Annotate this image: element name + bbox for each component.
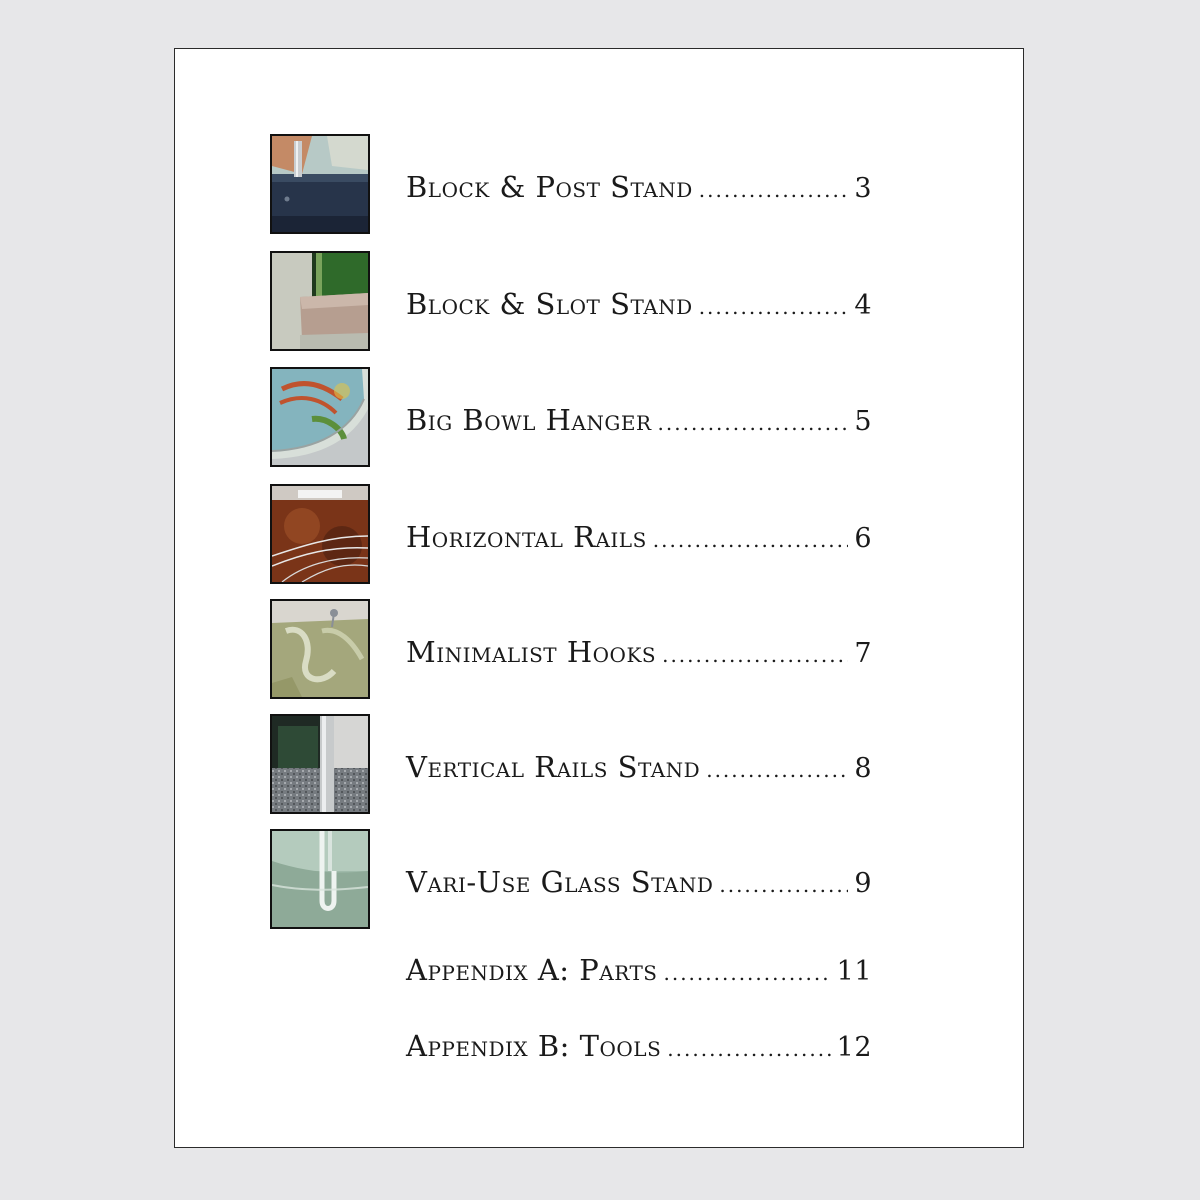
toc-appendix[interactable]	[175, 953, 1025, 997]
toc-appendix-text[interactable]	[406, 953, 872, 987]
toc-entry-title: Vertical Rails Stand	[406, 750, 701, 784]
block-post-stand-thumbnail	[270, 134, 370, 234]
toc-entry[interactable]	[175, 829, 1025, 929]
horizontal-rails-thumbnail	[270, 484, 370, 584]
minimalist-hooks-thumbnail	[270, 599, 370, 699]
big-bowl-hanger-photo-icon	[272, 369, 368, 465]
toc-entry-title: Horizontal Rails	[406, 520, 647, 554]
block-slot-stand-thumbnail	[270, 251, 370, 351]
toc-entry-page: 9	[854, 868, 872, 899]
toc-appendix-page: 11	[836, 956, 872, 987]
toc-entry-text[interactable]	[406, 865, 872, 899]
dot-leader	[662, 643, 848, 667]
toc-entry-title: Big Bowl Hanger	[406, 403, 652, 437]
vertical-rails-stand-photo-icon	[272, 716, 368, 812]
toc-entry-text[interactable]	[406, 287, 872, 321]
dot-leader	[667, 1037, 830, 1061]
toc-appendix-text[interactable]	[406, 1029, 872, 1063]
vari-use-glass-stand-thumbnail	[270, 829, 370, 929]
dot-leader	[663, 961, 830, 985]
toc-entry-title: Minimalist Hooks	[406, 635, 657, 669]
horizontal-rails-photo-icon	[272, 486, 368, 582]
toc-entry-title: Vari-Use Glass Stand	[406, 865, 714, 899]
toc-entry-text[interactable]	[406, 170, 872, 204]
toc-entry-page: 3	[854, 173, 872, 204]
minimalist-hooks-photo-icon	[272, 601, 368, 697]
block-slot-stand-photo-icon	[272, 253, 368, 349]
toc-entry-page: 6	[854, 523, 872, 554]
dot-leader	[658, 411, 849, 435]
vari-use-glass-stand-photo-icon	[272, 831, 368, 927]
dot-leader	[699, 178, 849, 202]
toc-entry-page: 7	[854, 638, 872, 669]
toc-entry[interactable]	[175, 484, 1025, 584]
toc-entry-text[interactable]	[406, 520, 872, 554]
big-bowl-hanger-thumbnail	[270, 367, 370, 467]
toc-entry-page: 8	[854, 753, 872, 784]
block-post-stand-photo-icon	[272, 136, 368, 232]
toc-appendix-title: Appendix B: Tools	[406, 1029, 662, 1063]
toc-page	[174, 48, 1024, 1148]
toc-entry[interactable]	[175, 134, 1025, 234]
dot-leader	[699, 295, 849, 319]
toc-entry-text[interactable]	[406, 403, 872, 437]
toc-appendix-title: Appendix A: Parts	[406, 953, 658, 987]
toc-appendix-page: 12	[836, 1032, 872, 1063]
toc-entry[interactable]	[175, 251, 1025, 351]
toc-entry-title: Block & Post Stand	[406, 170, 693, 204]
toc-entry[interactable]	[175, 367, 1025, 467]
toc-entry[interactable]	[175, 714, 1025, 814]
toc-entry-page: 5	[854, 406, 872, 437]
toc-entry[interactable]	[175, 599, 1025, 699]
toc-entry-text[interactable]	[406, 635, 872, 669]
toc-entry-page: 4	[854, 290, 872, 321]
toc-entry-title: Block & Slot Stand	[406, 287, 693, 321]
dot-leader	[719, 873, 848, 897]
toc-entry-text[interactable]	[406, 750, 872, 784]
toc-appendix[interactable]	[175, 1029, 1025, 1073]
dot-leader	[706, 758, 848, 782]
vertical-rails-stand-thumbnail	[270, 714, 370, 814]
dot-leader	[653, 528, 849, 552]
